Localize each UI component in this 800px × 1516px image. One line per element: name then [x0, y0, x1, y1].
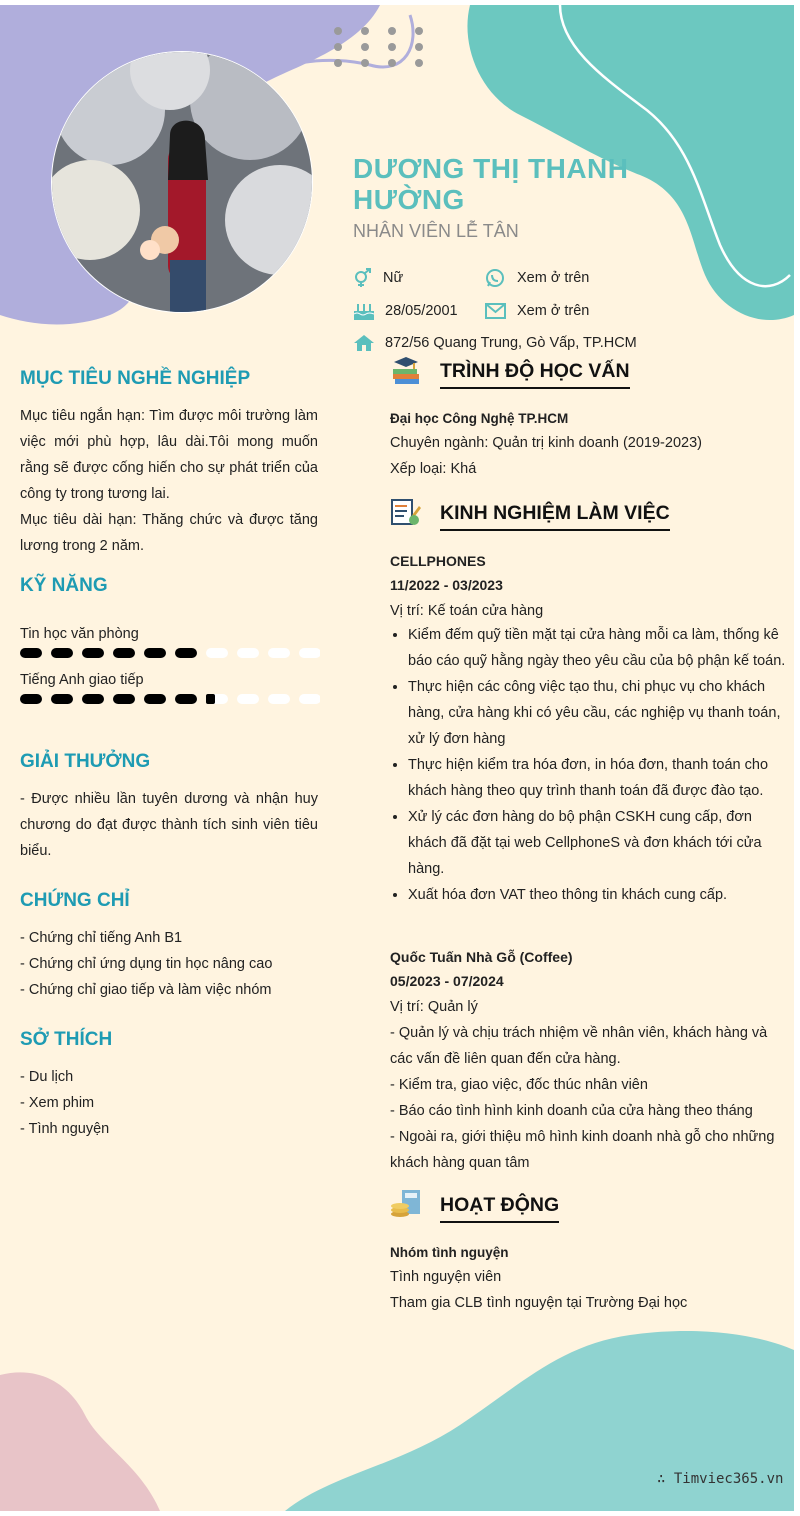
objective-text — [20, 403, 318, 559]
envelope-icon — [485, 301, 507, 321]
skill-dash-empty — [206, 648, 228, 658]
school-name: Đại học Công Nghệ TP.HCM — [390, 411, 569, 426]
birthday-value: 28/05/2001 — [385, 303, 458, 319]
birthday-cake-icon — [353, 301, 375, 321]
skill-dash-empty — [299, 648, 320, 658]
hobby-item: - Tình nguyện — [20, 1121, 110, 1137]
activity-desc: Tham gia CLB tình nguyện tại Trường Đại học — [390, 1295, 688, 1311]
skill-dash-filled — [51, 694, 73, 704]
education-body — [390, 408, 780, 482]
skill-dash-filled — [113, 648, 135, 658]
skill-level-bar — [20, 693, 320, 705]
home-icon — [353, 334, 375, 352]
education-header — [390, 360, 690, 400]
gender-row — [353, 268, 403, 288]
gender-icon — [353, 268, 373, 288]
address-row — [353, 334, 637, 352]
watermark: ∴ Timviec365.vn — [657, 1471, 784, 1487]
full-name: DƯƠNG THỊ THANH HƯỜNG — [353, 153, 629, 215]
awards-title: GIẢI THƯỞNG — [20, 751, 151, 772]
activities-body — [390, 1242, 780, 1316]
skill-dash-empty — [237, 648, 259, 658]
job-line: - Ngoài ra, giới thiệu mô hình kinh doanh nhà gỗ cho những khách hàng quan tâm — [390, 1129, 775, 1171]
certificate-item: - Chứng chỉ ứng dụng tin học nâng cao — [20, 956, 273, 972]
phone-row — [485, 268, 589, 288]
experience-header — [390, 502, 690, 542]
work-document-icon — [390, 496, 422, 528]
job-period: 11/2022 - 03/2023 — [390, 577, 503, 593]
activities-header — [390, 1194, 690, 1234]
gender-value: Nữ — [383, 270, 404, 286]
certificates-list — [20, 925, 320, 1003]
objective-title: MỤC TIÊU NGHỀ NGHIỆP — [20, 368, 251, 389]
job-line: - Kiểm tra, giao việc, đốc thúc nhân viên — [390, 1077, 648, 1093]
grade: Xếp loại: Khá — [390, 461, 477, 477]
skill-dash-filled — [175, 648, 197, 658]
list-item: • Thực hiện các công việc tạo thu, chi phục vụ cho khách hàng, cửa hàng khi có yêu cầu, các nghiệp vụ thanh toán, xử lý đơn hàng — [408, 674, 788, 752]
skill-dash-filled — [144, 694, 166, 704]
skill-dash-filled — [20, 694, 42, 704]
skills-title: KỸ NĂNG — [20, 575, 108, 596]
skill-dash-filled — [20, 648, 42, 658]
hobbies-list — [20, 1064, 320, 1142]
skill-dash-filled — [175, 694, 197, 704]
graduation-books-icon — [390, 354, 422, 386]
job-line: - Quản lý và chịu trách nhiệm về nhân viên, khách hàng và các vấn đề liên quan đến cửa hàng. — [390, 1025, 768, 1067]
email-row — [485, 301, 589, 321]
watermark-text: Timviec365.vn — [673, 1471, 784, 1487]
activities-title: HOẠT ĐỘNG — [440, 1194, 559, 1223]
skill-dash-filled — [51, 648, 73, 658]
objective-short: Mục tiêu ngắn hạn: Tìm được môi trường làm việc mới phù hợp, lâu dài.Tôi mong muốn rằng sẽ được cống hiến cho sự phát triển của công ty trong tương lai. — [20, 408, 318, 502]
activity-role: Tình nguyện viên — [390, 1269, 502, 1285]
skill-dash-filled — [113, 694, 135, 704]
certificates-title: CHỨNG CHỈ — [20, 890, 130, 911]
cv-page — [0, 5, 794, 1511]
whatsapp-icon — [485, 268, 507, 288]
job-duties-list — [390, 622, 788, 908]
job-quoc-tuan — [390, 946, 780, 1176]
education-title: TRÌNH ĐỘ HỌC VẤN — [440, 360, 630, 389]
profile-photo — [50, 50, 314, 314]
list-item: • Xuất hóa đơn VAT theo thông tin khách cung cấp. — [408, 882, 788, 908]
activity-org: Nhóm tình nguyện — [390, 1245, 509, 1260]
skill-name: Tin học văn phòng — [20, 626, 139, 642]
phone-value: Xem ở trên — [517, 270, 590, 286]
certificate-item: - Chứng chỉ giao tiếp và làm việc nhóm — [20, 982, 272, 998]
birthday-row — [353, 301, 458, 321]
company-name: Quốc Tuấn Nhà Gỗ (Coffee) — [390, 949, 573, 965]
skill-name: Tiếng Anh giao tiếp — [20, 672, 144, 688]
company-name: CELLPHONES — [390, 553, 486, 569]
job-title: NHÂN VIÊN LỄ TÂN — [353, 221, 519, 241]
list-item: • Xử lý các đơn hàng do bộ phận CSKH cung cấp, đơn khách đã đặt tại web CellphoneS và đơn khách tới cửa hàng. — [408, 804, 788, 882]
certificate-item: - Chứng chỉ tiếng Anh B1 — [20, 930, 183, 946]
address-value: 872/56 Quang Trung, Gò Vấp, TP.HCM — [385, 335, 637, 351]
skill-dash-filled — [82, 694, 104, 704]
skill-dash-empty — [237, 694, 259, 704]
skill-dash-filled — [82, 648, 104, 658]
job-position: Vị trí: Quản lý — [390, 999, 478, 1015]
skill-dash-filled — [206, 694, 215, 704]
skill-dash-empty — [299, 694, 320, 704]
job-period: 05/2023 - 07/2024 — [390, 973, 504, 989]
job-position: Vị trí: Kế toán cửa hàng — [390, 603, 544, 619]
skill-dash-empty — [268, 648, 290, 658]
hobby-item: - Xem phim — [20, 1095, 95, 1111]
major: Chuyên ngành: Quản trị kinh doanh (2019-2023) — [390, 435, 702, 451]
hobby-item: - Du lịch — [20, 1069, 74, 1085]
job-cellphones — [390, 550, 780, 624]
awards-text: - Được nhiều lần tuyên dương và nhận huy chương do đạt được thành tích sinh viên tiêu biểu. — [20, 791, 318, 859]
job-line: - Báo cáo tình hình kinh doanh của cửa hàng theo tháng — [390, 1103, 753, 1119]
objective-long: Mục tiêu dài hạn: Thăng chức và được tăng lương trong 2 năm. — [20, 512, 318, 554]
hobbies-title: SỞ THÍCH — [20, 1029, 113, 1050]
skill-dash-empty — [268, 694, 290, 704]
skill-level-bar — [20, 647, 320, 659]
calculator-coins-icon — [390, 1188, 422, 1220]
list-item: • Thực hiện kiểm tra hóa đơn, in hóa đơn, thanh toán cho khách hàng theo quy trình thanh toán đã được đào tạo. — [408, 752, 788, 804]
list-item: • Kiểm đếm quỹ tiền mặt tại cửa hàng mỗi ca làm, thống kê báo cáo quỹ hằng ngày theo yêu cầu của bộ phận kế toán. — [408, 622, 788, 674]
experience-title: KINH NGHIỆM LÀM VIỆC — [440, 502, 670, 531]
skill-dash-filled — [144, 648, 166, 658]
email-value: Xem ở trên — [517, 303, 590, 319]
